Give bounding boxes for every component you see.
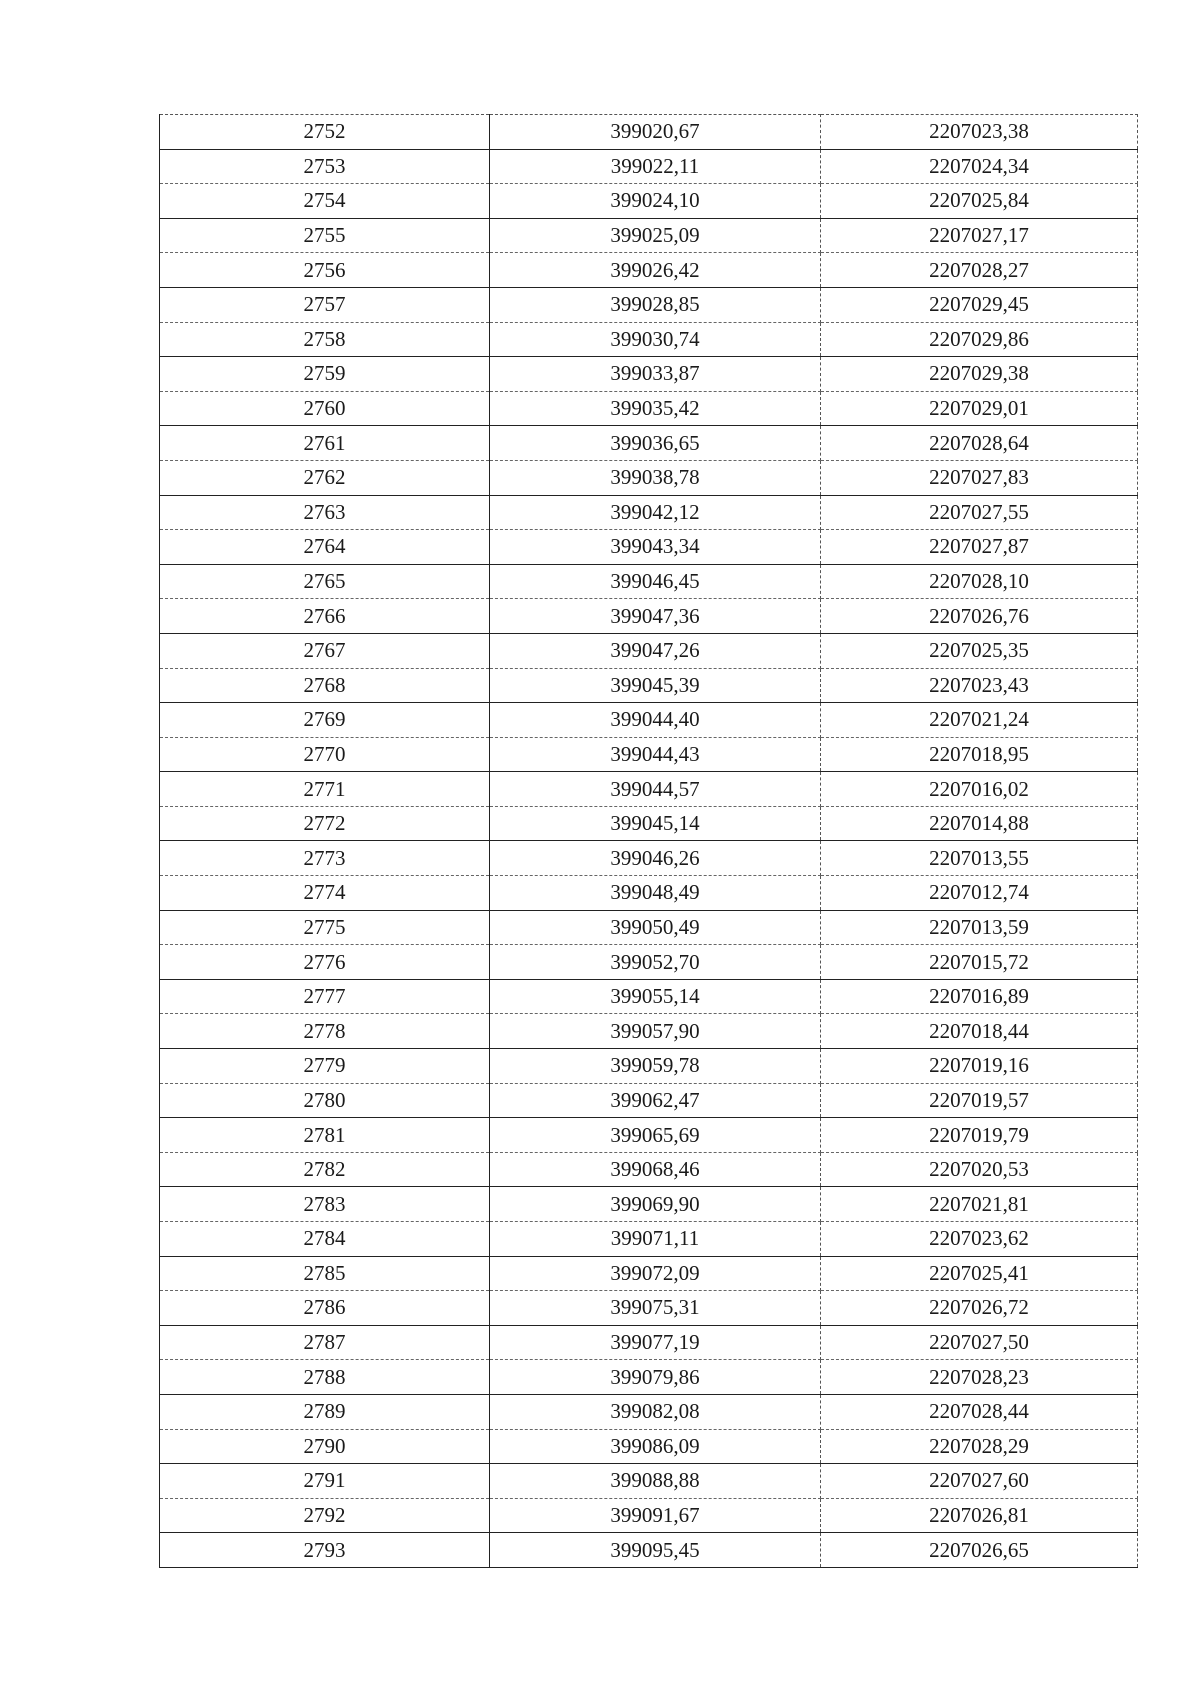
x-coordinate-cell: 399052,70: [490, 945, 821, 980]
x-coordinate-cell: 399020,67: [490, 115, 821, 150]
table-row: [160, 1498, 1138, 1533]
table-row: [160, 1118, 1138, 1153]
point-number-cell: 2782: [160, 1152, 490, 1187]
y-coordinate-cell: 2207027,83: [821, 460, 1138, 495]
point-number-cell: 2768: [160, 668, 490, 703]
point-number-cell: 2786: [160, 1291, 490, 1326]
point-number-cell: 2780: [160, 1083, 490, 1118]
y-coordinate-cell: 2207029,86: [821, 322, 1138, 357]
x-coordinate-cell: 399024,10: [490, 184, 821, 219]
x-coordinate-cell: 399046,45: [490, 564, 821, 599]
point-number-cell: 2779: [160, 1049, 490, 1084]
x-coordinate-cell: 399035,42: [490, 391, 821, 426]
y-coordinate-cell: 2207028,64: [821, 426, 1138, 461]
point-number-cell: 2778: [160, 1014, 490, 1049]
table-row: [160, 633, 1138, 668]
table-row: [160, 1394, 1138, 1429]
point-number-cell: 2773: [160, 841, 490, 876]
table-row: [160, 703, 1138, 738]
table-row: [160, 772, 1138, 807]
point-number-cell: 2758: [160, 322, 490, 357]
x-coordinate-cell: 399069,90: [490, 1187, 821, 1222]
y-coordinate-cell: 2207026,72: [821, 1291, 1138, 1326]
table-row: [160, 564, 1138, 599]
x-coordinate-cell: 399045,39: [490, 668, 821, 703]
y-coordinate-cell: 2207019,79: [821, 1118, 1138, 1153]
coordinates-table: [159, 114, 1138, 1568]
point-number-cell: 2784: [160, 1222, 490, 1257]
point-number-cell: 2770: [160, 737, 490, 772]
table-row: [160, 460, 1138, 495]
y-coordinate-cell: 2207014,88: [821, 806, 1138, 841]
y-coordinate-cell: 2207027,50: [821, 1325, 1138, 1360]
y-coordinate-cell: 2207020,53: [821, 1152, 1138, 1187]
point-number-cell: 2767: [160, 633, 490, 668]
point-number-cell: 2783: [160, 1187, 490, 1222]
y-coordinate-cell: 2207029,45: [821, 287, 1138, 322]
x-coordinate-cell: 399059,78: [490, 1049, 821, 1084]
table-row: [160, 979, 1138, 1014]
x-coordinate-cell: 399025,09: [490, 218, 821, 253]
y-coordinate-cell: 2207018,95: [821, 737, 1138, 772]
x-coordinate-cell: 399047,36: [490, 599, 821, 634]
point-number-cell: 2793: [160, 1533, 490, 1568]
y-coordinate-cell: 2207029,01: [821, 391, 1138, 426]
table-row: [160, 1083, 1138, 1118]
table-row: [160, 1152, 1138, 1187]
x-coordinate-cell: 399062,47: [490, 1083, 821, 1118]
table-row: [160, 1222, 1138, 1257]
table-row: [160, 1256, 1138, 1291]
table-row: [160, 426, 1138, 461]
point-number-cell: 2789: [160, 1394, 490, 1429]
point-number-cell: 2790: [160, 1429, 490, 1464]
point-number-cell: 2753: [160, 149, 490, 184]
point-number-cell: 2756: [160, 253, 490, 288]
point-number-cell: 2775: [160, 910, 490, 945]
table-row: [160, 806, 1138, 841]
x-coordinate-cell: 399088,88: [490, 1464, 821, 1499]
y-coordinate-cell: 2207028,29: [821, 1429, 1138, 1464]
y-coordinate-cell: 2207024,34: [821, 149, 1138, 184]
table-row: [160, 1533, 1138, 1568]
point-number-cell: 2763: [160, 495, 490, 530]
table-row: [160, 945, 1138, 980]
point-number-cell: 2769: [160, 703, 490, 738]
point-number-cell: 2761: [160, 426, 490, 461]
x-coordinate-cell: 399050,49: [490, 910, 821, 945]
table-row: [160, 115, 1138, 150]
y-coordinate-cell: 2207029,38: [821, 357, 1138, 392]
point-number-cell: 2766: [160, 599, 490, 634]
x-coordinate-cell: 399068,46: [490, 1152, 821, 1187]
y-coordinate-cell: 2207027,87: [821, 530, 1138, 565]
point-number-cell: 2772: [160, 806, 490, 841]
point-number-cell: 2774: [160, 876, 490, 911]
point-number-cell: 2792: [160, 1498, 490, 1533]
table-row: [160, 910, 1138, 945]
x-coordinate-cell: 399044,43: [490, 737, 821, 772]
point-number-cell: 2754: [160, 184, 490, 219]
table-row: [160, 1429, 1138, 1464]
table-row: [160, 218, 1138, 253]
y-coordinate-cell: 2207026,76: [821, 599, 1138, 634]
y-coordinate-cell: 2207023,43: [821, 668, 1138, 703]
x-coordinate-cell: 399075,31: [490, 1291, 821, 1326]
table-row: [160, 737, 1138, 772]
x-coordinate-cell: 399038,78: [490, 460, 821, 495]
table-row: [160, 1187, 1138, 1222]
y-coordinate-cell: 2207016,89: [821, 979, 1138, 1014]
point-number-cell: 2776: [160, 945, 490, 980]
y-coordinate-cell: 2207016,02: [821, 772, 1138, 807]
point-number-cell: 2760: [160, 391, 490, 426]
x-coordinate-cell: 399030,74: [490, 322, 821, 357]
y-coordinate-cell: 2207026,65: [821, 1533, 1138, 1568]
point-number-cell: 2757: [160, 287, 490, 322]
y-coordinate-cell: 2207027,17: [821, 218, 1138, 253]
x-coordinate-cell: 399033,87: [490, 357, 821, 392]
y-coordinate-cell: 2207025,84: [821, 184, 1138, 219]
x-coordinate-cell: 399026,42: [490, 253, 821, 288]
x-coordinate-cell: 399044,40: [490, 703, 821, 738]
table-row: [160, 1049, 1138, 1084]
y-coordinate-cell: 2207021,81: [821, 1187, 1138, 1222]
y-coordinate-cell: 2207027,60: [821, 1464, 1138, 1499]
y-coordinate-cell: 2207021,24: [821, 703, 1138, 738]
y-coordinate-cell: 2207019,16: [821, 1049, 1138, 1084]
table-row: [160, 1464, 1138, 1499]
y-coordinate-cell: 2207012,74: [821, 876, 1138, 911]
point-number-cell: 2755: [160, 218, 490, 253]
table-row: [160, 253, 1138, 288]
table-row: [160, 287, 1138, 322]
point-number-cell: 2787: [160, 1325, 490, 1360]
y-coordinate-cell: 2207013,55: [821, 841, 1138, 876]
point-number-cell: 2777: [160, 979, 490, 1014]
y-coordinate-cell: 2207025,35: [821, 633, 1138, 668]
table-row: [160, 841, 1138, 876]
table-row: [160, 149, 1138, 184]
x-coordinate-cell: 399043,34: [490, 530, 821, 565]
x-coordinate-cell: 399044,57: [490, 772, 821, 807]
y-coordinate-cell: 2207023,38: [821, 115, 1138, 150]
x-coordinate-cell: 399045,14: [490, 806, 821, 841]
y-coordinate-cell: 2207018,44: [821, 1014, 1138, 1049]
point-number-cell: 2764: [160, 530, 490, 565]
x-coordinate-cell: 399095,45: [490, 1533, 821, 1568]
point-number-cell: 2759: [160, 357, 490, 392]
x-coordinate-cell: 399065,69: [490, 1118, 821, 1153]
y-coordinate-cell: 2207025,41: [821, 1256, 1138, 1291]
table-row: [160, 876, 1138, 911]
x-coordinate-cell: 399022,11: [490, 149, 821, 184]
point-number-cell: 2785: [160, 1256, 490, 1291]
coordinates-table-body: [160, 115, 1138, 1568]
y-coordinate-cell: 2207026,81: [821, 1498, 1138, 1533]
x-coordinate-cell: 399048,49: [490, 876, 821, 911]
table-row: [160, 1291, 1138, 1326]
y-coordinate-cell: 2207028,44: [821, 1394, 1138, 1429]
y-coordinate-cell: 2207028,10: [821, 564, 1138, 599]
table-row: [160, 1014, 1138, 1049]
x-coordinate-cell: 399091,67: [490, 1498, 821, 1533]
point-number-cell: 2791: [160, 1464, 490, 1499]
y-coordinate-cell: 2207015,72: [821, 945, 1138, 980]
table-row: [160, 184, 1138, 219]
table-row: [160, 1325, 1138, 1360]
x-coordinate-cell: 399082,08: [490, 1394, 821, 1429]
table-row: [160, 599, 1138, 634]
point-number-cell: 2788: [160, 1360, 490, 1395]
x-coordinate-cell: 399077,19: [490, 1325, 821, 1360]
table-row: [160, 322, 1138, 357]
x-coordinate-cell: 399046,26: [490, 841, 821, 876]
y-coordinate-cell: 2207013,59: [821, 910, 1138, 945]
x-coordinate-cell: 399047,26: [490, 633, 821, 668]
x-coordinate-cell: 399036,65: [490, 426, 821, 461]
point-number-cell: 2762: [160, 460, 490, 495]
x-coordinate-cell: 399042,12: [490, 495, 821, 530]
y-coordinate-cell: 2207023,62: [821, 1222, 1138, 1257]
x-coordinate-cell: 399072,09: [490, 1256, 821, 1291]
table-row: [160, 391, 1138, 426]
x-coordinate-cell: 399055,14: [490, 979, 821, 1014]
table-row: [160, 1360, 1138, 1395]
y-coordinate-cell: 2207028,23: [821, 1360, 1138, 1395]
x-coordinate-cell: 399057,90: [490, 1014, 821, 1049]
x-coordinate-cell: 399071,11: [490, 1222, 821, 1257]
table-row: [160, 357, 1138, 392]
y-coordinate-cell: 2207019,57: [821, 1083, 1138, 1118]
y-coordinate-cell: 2207028,27: [821, 253, 1138, 288]
point-number-cell: 2752: [160, 115, 490, 150]
point-number-cell: 2765: [160, 564, 490, 599]
y-coordinate-cell: 2207027,55: [821, 495, 1138, 530]
table-row: [160, 530, 1138, 565]
x-coordinate-cell: 399086,09: [490, 1429, 821, 1464]
point-number-cell: 2781: [160, 1118, 490, 1153]
table-row: [160, 495, 1138, 530]
point-number-cell: 2771: [160, 772, 490, 807]
table-row: [160, 668, 1138, 703]
x-coordinate-cell: 399028,85: [490, 287, 821, 322]
x-coordinate-cell: 399079,86: [490, 1360, 821, 1395]
